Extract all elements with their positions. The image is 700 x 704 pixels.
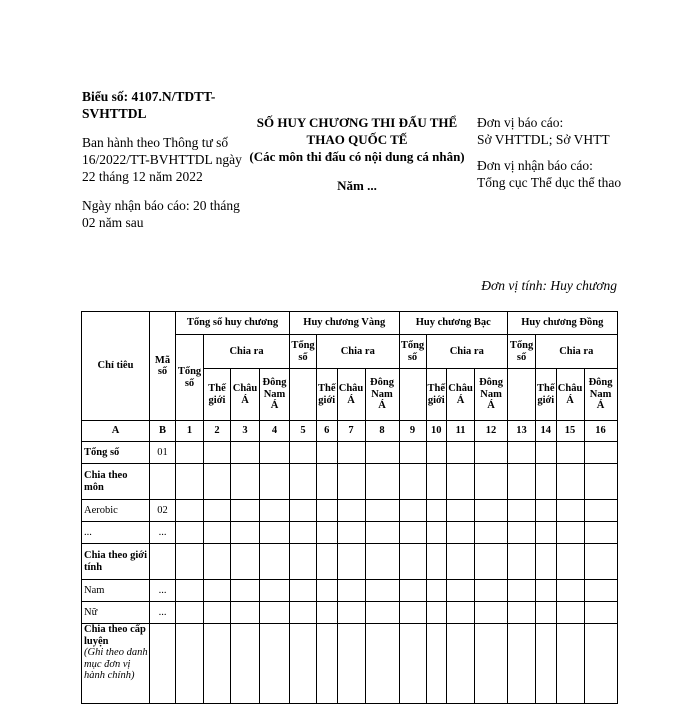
data-cell — [231, 464, 260, 500]
split-header: Chia ra — [426, 335, 508, 369]
data-cell — [508, 602, 536, 624]
data-cell — [508, 464, 536, 500]
data-cell — [584, 500, 617, 522]
row-label: ... — [82, 522, 150, 544]
data-cell — [475, 464, 508, 500]
data-cell — [447, 522, 475, 544]
data-cell — [337, 522, 365, 544]
data-cell — [426, 544, 447, 580]
data-cell — [536, 464, 557, 500]
data-cell — [290, 464, 317, 500]
reporting-unit-label: Đơn vị báo cáo: — [477, 115, 564, 130]
group-header-total: Tổng số huy chương — [176, 312, 290, 335]
data-cell — [536, 544, 557, 580]
column-letter: B — [150, 421, 176, 442]
data-cell — [260, 500, 290, 522]
data-cell — [365, 464, 399, 500]
title-year: Năm ... — [337, 178, 377, 193]
data-cell — [337, 580, 365, 602]
data-cell — [231, 544, 260, 580]
column-number: 16 — [584, 421, 617, 442]
data-cell — [475, 522, 508, 544]
column-number: 7 — [337, 421, 365, 442]
data-cell — [231, 522, 260, 544]
data-cell — [536, 500, 557, 522]
table-row — [82, 442, 618, 464]
data-cell — [584, 442, 617, 464]
data-cell — [231, 442, 260, 464]
row-code: 01 — [150, 442, 176, 464]
table-row — [82, 464, 618, 500]
unit-note: Đơn vị tính: Huy chương — [481, 278, 617, 293]
data-cell — [337, 544, 365, 580]
data-cell — [399, 522, 426, 544]
data-cell — [176, 602, 204, 624]
data-cell — [204, 442, 231, 464]
column-number: 8 — [365, 421, 399, 442]
data-cell — [447, 624, 475, 704]
data-cell — [290, 580, 317, 602]
row-label: Chia theo giới tính — [82, 544, 150, 580]
row-code: ... — [150, 580, 176, 602]
data-cell — [337, 442, 365, 464]
column-number: 14 — [536, 421, 557, 442]
data-cell — [508, 522, 536, 544]
data-cell — [447, 580, 475, 602]
data-cell — [365, 442, 399, 464]
row-code: ... — [150, 602, 176, 624]
data-cell — [447, 602, 475, 624]
issued-text: Ban hành theo Thông tư số 16/2022/TT-BVHTTDL ngày 22 tháng 12 năm 2022 — [82, 135, 242, 184]
column-number: 15 — [556, 421, 584, 442]
total-header: Tổng số — [508, 335, 536, 369]
header-row-groups — [82, 312, 618, 335]
data-cell — [260, 544, 290, 580]
column-number: 5 — [290, 421, 317, 442]
data-cell — [426, 602, 447, 624]
table-row — [82, 602, 618, 624]
table-row — [82, 624, 618, 704]
data-cell — [426, 624, 447, 704]
form-info — [82, 88, 254, 243]
data-cell — [426, 464, 447, 500]
row-label: Tổng số — [82, 442, 150, 464]
column-number: 12 — [475, 421, 508, 442]
asia-header: Châu Á — [447, 369, 475, 421]
data-cell — [204, 522, 231, 544]
column-number: 9 — [399, 421, 426, 442]
data-cell — [365, 580, 399, 602]
row-label: Chia theo môn — [82, 464, 150, 500]
column-number: 3 — [231, 421, 260, 442]
world-header: Thế giới — [204, 369, 231, 421]
row-label-note: (Ghi theo danh mục đơn vị hành chính) — [84, 647, 148, 681]
empty-cell — [508, 369, 536, 421]
reporting-info — [477, 114, 637, 191]
reporting-unit-value: Sở VHTTDL; Sở VHTT — [477, 132, 610, 147]
data-cell — [508, 624, 536, 704]
column-number: 13 — [508, 421, 536, 442]
data-cell — [176, 522, 204, 544]
data-cell — [204, 544, 231, 580]
total-header: Tổng số — [290, 335, 317, 369]
title-main: SỐ HUY CHƯƠNG THI ĐẤU THỂ THAO QUỐC TẾ — [256, 115, 458, 147]
medal-table — [81, 311, 618, 704]
data-cell — [475, 602, 508, 624]
data-cell — [399, 602, 426, 624]
data-cell — [584, 602, 617, 624]
total-header: Tổng số — [176, 335, 204, 421]
data-cell — [317, 442, 338, 464]
data-cell — [508, 500, 536, 522]
column-number: 2 — [204, 421, 231, 442]
data-cell — [536, 522, 557, 544]
sea-header: Đông Nam Á — [584, 369, 617, 421]
data-cell — [426, 580, 447, 602]
asia-header: Châu Á — [556, 369, 584, 421]
row-label: Aerobic — [82, 500, 150, 522]
data-cell — [399, 544, 426, 580]
column-number: 10 — [426, 421, 447, 442]
receiver-value: Tổng cục Thể dục thể thao — [477, 175, 622, 190]
data-cell — [176, 580, 204, 602]
world-header: Thế giới — [426, 369, 447, 421]
data-cell — [556, 442, 584, 464]
data-cell — [231, 580, 260, 602]
data-cell — [204, 580, 231, 602]
asia-header: Châu Á — [231, 369, 260, 421]
data-cell — [317, 624, 338, 704]
sea-header: Đông Nam Á — [475, 369, 508, 421]
title-sub: (Các môn thi đấu có nội dung cá nhân) — [249, 149, 465, 164]
total-header: Tổng số — [399, 335, 426, 369]
data-cell — [556, 544, 584, 580]
data-cell — [204, 624, 231, 704]
row-label-text: Chia theo cấp luyện — [84, 624, 146, 647]
column-number: 4 — [260, 421, 290, 442]
data-cell — [584, 464, 617, 500]
data-cell — [317, 464, 338, 500]
data-cell — [176, 544, 204, 580]
data-cell — [260, 464, 290, 500]
data-cell — [365, 602, 399, 624]
split-header: Chia ra — [536, 335, 618, 369]
data-cell — [365, 500, 399, 522]
column-letter: A — [82, 421, 150, 442]
data-cell — [475, 624, 508, 704]
column-label-row — [82, 421, 618, 442]
data-cell — [176, 442, 204, 464]
data-cell — [290, 624, 317, 704]
column-number: 6 — [317, 421, 338, 442]
data-cell — [508, 442, 536, 464]
data-cell — [231, 500, 260, 522]
sea-header: Đông Nam Á — [260, 369, 290, 421]
data-cell — [536, 580, 557, 602]
data-cell — [337, 464, 365, 500]
data-cell — [475, 580, 508, 602]
table-row — [82, 544, 618, 580]
group-header-bronze: Huy chương Đồng — [508, 312, 618, 335]
row-label: Nam — [82, 580, 150, 602]
group-header-gold: Huy chương Vàng — [290, 312, 400, 335]
data-cell — [447, 544, 475, 580]
row-code — [150, 464, 176, 500]
data-cell — [290, 544, 317, 580]
data-cell — [231, 624, 260, 704]
data-cell — [536, 442, 557, 464]
column-number: 11 — [447, 421, 475, 442]
data-cell — [508, 544, 536, 580]
data-cell — [426, 500, 447, 522]
data-cell — [536, 624, 557, 704]
split-header: Chia ra — [204, 335, 290, 369]
data-cell — [556, 602, 584, 624]
report-title — [248, 114, 466, 194]
table-row — [82, 580, 618, 602]
data-cell — [475, 442, 508, 464]
data-cell — [317, 500, 338, 522]
data-cell — [475, 500, 508, 522]
data-cell — [337, 624, 365, 704]
data-cell — [399, 500, 426, 522]
data-cell — [399, 442, 426, 464]
data-cell — [426, 522, 447, 544]
data-cell — [399, 464, 426, 500]
data-cell — [231, 602, 260, 624]
data-cell — [337, 500, 365, 522]
data-cell — [260, 522, 290, 544]
code-header: Mã số — [150, 312, 176, 421]
data-cell — [176, 464, 204, 500]
row-code: 02 — [150, 500, 176, 522]
data-cell — [204, 602, 231, 624]
column-number: 1 — [176, 421, 204, 442]
data-cell — [317, 580, 338, 602]
data-cell — [426, 442, 447, 464]
data-cell — [508, 580, 536, 602]
medal-table-body — [82, 312, 618, 704]
split-header: Chia ra — [317, 335, 400, 369]
world-header: Thế giới — [536, 369, 557, 421]
data-cell — [365, 544, 399, 580]
data-cell — [290, 500, 317, 522]
row-label: Nữ — [82, 602, 150, 624]
data-cell — [317, 602, 338, 624]
data-cell — [399, 624, 426, 704]
data-cell — [260, 442, 290, 464]
data-cell — [556, 624, 584, 704]
table-row — [82, 522, 618, 544]
data-cell — [584, 522, 617, 544]
world-header: Thế giới — [317, 369, 338, 421]
data-cell — [337, 602, 365, 624]
data-cell — [260, 624, 290, 704]
indicator-header: Chỉ tiêu — [82, 312, 150, 421]
data-cell — [365, 522, 399, 544]
data-cell — [556, 464, 584, 500]
data-cell — [204, 500, 231, 522]
data-cell — [176, 500, 204, 522]
data-cell — [290, 442, 317, 464]
data-cell — [556, 522, 584, 544]
group-header-silver: Huy chương Bạc — [399, 312, 508, 335]
sea-header: Đông Nam Á — [365, 369, 399, 421]
data-cell — [536, 602, 557, 624]
row-code: ... — [150, 522, 176, 544]
row-label — [82, 624, 150, 704]
data-cell — [399, 580, 426, 602]
data-cell — [204, 464, 231, 500]
data-cell — [317, 544, 338, 580]
receiver-label: Đơn vị nhận báo cáo: — [477, 158, 593, 173]
data-cell — [475, 544, 508, 580]
row-code — [150, 624, 176, 704]
data-cell — [365, 624, 399, 704]
data-cell — [556, 500, 584, 522]
data-cell — [290, 522, 317, 544]
asia-header: Châu Á — [337, 369, 365, 421]
data-cell — [176, 624, 204, 704]
data-cell — [584, 544, 617, 580]
data-cell — [447, 442, 475, 464]
data-cell — [260, 602, 290, 624]
data-cell — [447, 500, 475, 522]
data-cell — [290, 602, 317, 624]
data-cell — [584, 624, 617, 704]
receive-date: Ngày nhận báo cáo: 20 tháng 02 năm sau — [82, 198, 240, 230]
table-row — [82, 500, 618, 522]
empty-cell — [290, 369, 317, 421]
data-cell — [556, 580, 584, 602]
data-cell — [584, 580, 617, 602]
empty-cell — [399, 369, 426, 421]
data-cell — [260, 580, 290, 602]
data-cell — [317, 522, 338, 544]
form-code: Biểu số: 4107.N/TDTT-SVHTTDL — [82, 89, 216, 121]
data-cell — [447, 464, 475, 500]
row-code — [150, 544, 176, 580]
